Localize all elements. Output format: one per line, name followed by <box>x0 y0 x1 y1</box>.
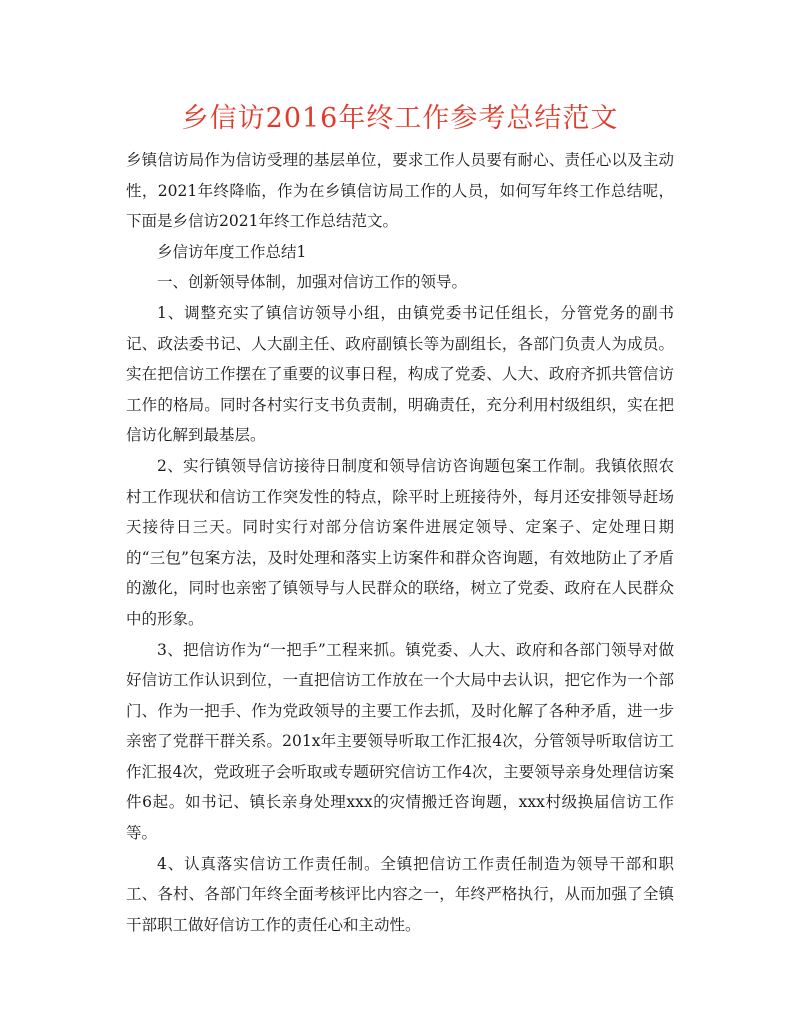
document-title: 乡信访2016年终工作参考总结范文 <box>181 103 619 134</box>
body-paragraph-1: 1、调整充实了镇信访领导小组，由镇党委书记任组长，分管党务的副书记、政法委书记、人大副主任、政府副镇长等为副组长，各部门负责人为成员。实在把信访工作摆在了重要的议事日程，构成了党委、人大、政府齐抓共管信访工作的格局。同时各村实行支书负责制，明确责任，充分利用村级组织，实在把信访化解到最基层。 <box>126 303 674 445</box>
document-body <box>126 145 674 940</box>
body-paragraph-2: 2、实行镇领导信访接待日制度和领导信访咨询题包案工作制。我镇依照农村工作现状和信访工作突发性的特点，除平时上班接待外，每月还安排领导赶场天接待日三天。同时实行对部分信访案件进展定领导、定案子、定处理日期的“三包”包案方法，及时处理和落实上访案件和群众咨询题，有效地防止了矛盾的激化，同时也亲密了镇领导与人民群众的联络，树立了党委、政府在人民群众中的形象。 <box>126 456 674 628</box>
intro-paragraph: 乡镇信访局作为信访受理的基层单位，要求工作人员要有耐心、责任心以及主动性，2021年终降临，作为在乡镇信访局工作的人员，如何写年终工作总结呢，下面是乡信访2021年终工作总结范文。 <box>126 151 674 231</box>
body-paragraph-3: 3、把信访作为“一把手”工程来抓。镇党委、人大、政府和各部门领导对做好信访工作认识到位，一直把信访工作放在一个大局中去认识，把它作为一个部门、作为一把手、作为党政领导的主要工作去抓，及时化解了各种矛盾，进一步亲密了党群干群关系。201x年主要领导听取工作汇报4次，分管领导听取信访工作汇报4次，党政班子会听取或专题研究信访工作4次，主要领导亲身处理信访案件6起。如书记、镇长亲身处理xxx的灾情搬迁咨询题，xxx村级换届信访工作等。 <box>126 640 674 843</box>
subsection-heading: 一、创新领导体制，加强对信访工作的领导。 <box>157 273 468 292</box>
section-heading: 乡信访年度工作总结1 <box>157 242 307 261</box>
body-paragraph-4: 4、认真落实信访工作责任制。全镇把信访工作责任制造为领导干部和职工、各村、各部门年终全面考核评比内容之一，年终严格执行，从而加强了全镇干部职工做好信访工作的责任心和主动性。 <box>126 854 674 934</box>
